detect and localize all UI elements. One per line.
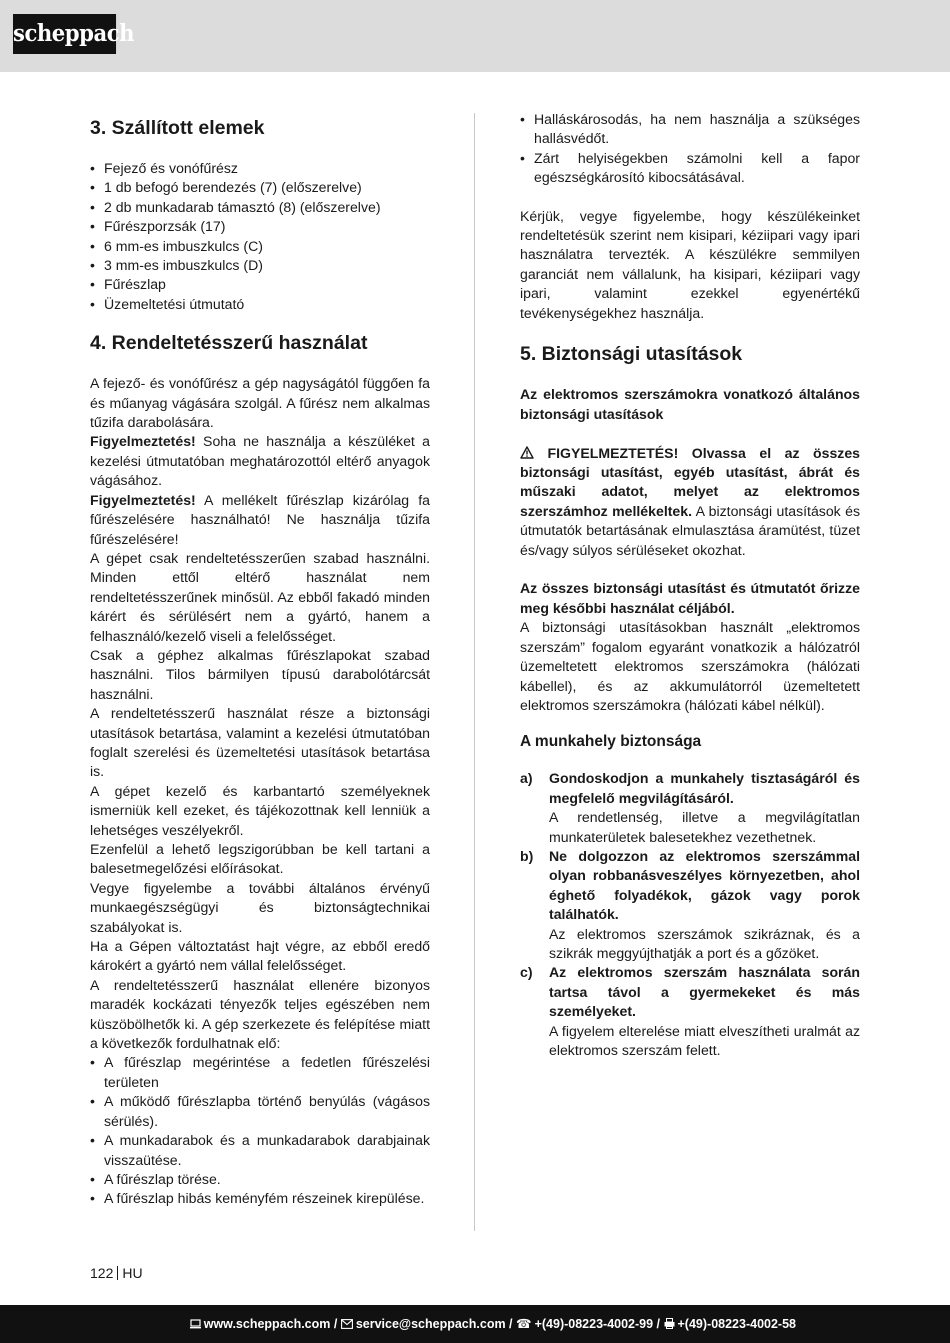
item-bold-text: Ne dolgozzon az elektromos szerszámmal olyan robbanásveszélyes környezetben, ahol éghető folyadékok, gázok vagy porok találhatók. <box>549 847 860 923</box>
footer-website[interactable]: www.scheppach.com <box>203 1317 331 1331</box>
section-4-title: 4. Rendeltetésszerű használat <box>90 332 368 355</box>
footer-separator: / <box>505 1317 516 1331</box>
list-item <box>520 963 860 1060</box>
warning-bold-text: FIGYELMEZTETÉS! Olvassa el az összes biztonsági utasítást, egyéb utasítást, ábrát és műszaki adatot, melyet az elektromos szerszámhoz mellékeltek. <box>520 444 861 519</box>
warning-label: Figyelmeztetés! <box>90 433 196 450</box>
paragraph: A fejező- és vonófűrész a gép nagyságától függően fa és műanyag vágására szolgál. A fűrész nem alkalmas tűzifa darabolására. <box>90 375 430 431</box>
list-item: • A munkadarabok és a munkadarabok darabjainak visszaütése. <box>90 1131 430 1170</box>
list-item <box>520 769 860 847</box>
paragraph: Ha a Gépen változtatást hajt végre, az ebből eredő károkért a gyártó nem vállal felelősséget. <box>90 938 430 974</box>
item-letter: a) <box>520 770 533 787</box>
warning-text: Soha ne használja a készüléket a kezelési útmutatóban meghatározottól eltérő anyagok vágásához. <box>90 433 430 489</box>
paragraph: Csak a géphez alkalmas fűrészlapokat szabad használni. Tilos bármilyen típusú darabolótárcsát használni. <box>90 646 430 702</box>
paragraph: Ezenfelül a lehető legszigorúbban be kell tartani a balesetmegelőzési előírásokat. <box>90 841 430 877</box>
list-item: • Fűrészlap <box>90 275 430 294</box>
list-item: • 6 mm-es imbuszkulcs (C) <box>90 237 430 256</box>
item-letter: c) <box>520 964 533 981</box>
warning-paragraph <box>90 432 430 490</box>
page-number <box>90 1264 143 1282</box>
paragraph: A rendeltetésszerű használat ellenére bizonyos maradék kockázati tényezők teljes egészében nem küszöbölhetők ki. A gép szerkezete és felépítése miatt a következők fordulhatnak elő: <box>90 976 430 1052</box>
page-language: HU <box>122 1265 143 1281</box>
list-item: • 1 db befogó berendezés (7) (előszerelve) <box>90 178 430 197</box>
item-text: A rendetlenség, illetve a megvilágítatlan munkaterületek balesetekhez vezethetnek. <box>549 809 860 845</box>
keep-instructions-heading: Az összes biztonsági utasítást és útmutatót őrizze meg későbbi használat céljából. <box>520 580 860 616</box>
phone-icon: ☎ <box>516 1317 532 1331</box>
paragraph: A gépet csak rendeltetésszerűen szabad használni. Minden ettől eltérő használat nem rendeltetésszerűnek minősül. Az ebből fakadó minden kárért és sérülésért nem a gyártó, hanem a felhasználó/kezelő viseli a felelősséget. <box>90 549 430 644</box>
fax-icon <box>664 1305 675 1343</box>
section-5-subtitle: Az elektromos szerszámokra vonatkozó általános biztonsági utasítások <box>520 386 860 422</box>
list-item: • Zárt helyiségekben számolni kell a fapor egészségkárosító kibocsátásával. <box>520 149 860 188</box>
general-warning <box>520 444 860 560</box>
warning-triangle-icon <box>520 444 534 463</box>
paragraph: Vegye figyelembe a további általános érvényű munkaegészségügyi és biztonságtechnikai szabályokat is. <box>90 879 430 935</box>
list-item <box>520 847 860 963</box>
envelope-icon <box>341 1305 353 1343</box>
workplace-safety-list <box>520 769 860 1060</box>
item-text: Az elektromos szerszámok szikráznak, és a szikrák meggyújthatják a port és a gőzöket. <box>549 925 860 961</box>
list-item: • A fűrészlap megérintése a fedetlen fűrészelési területen <box>90 1053 430 1092</box>
residual-risks-list-continued <box>520 110 860 188</box>
footer-email[interactable]: service@scheppach.com <box>355 1317 506 1331</box>
residual-risks-list <box>90 1053 430 1208</box>
right-column <box>520 110 860 1060</box>
warning-text: A biztonsági utasítások és útmutatók betartásának elmulasztása áramütést, tüzet és/vagy súlyos sérüléseket okozhat. <box>520 502 860 558</box>
section-5-title: 5. Biztonsági utasítások <box>520 343 743 366</box>
list-item: • A fűrészlap hibás keményfém részeinek kirepülése. <box>90 1189 430 1208</box>
footer-separator: / <box>330 1317 341 1331</box>
left-column <box>90 110 430 1209</box>
list-item: • A fűrészlap törése. <box>90 1170 430 1189</box>
list-item: • Halláskárosodás, ha nem használja a szükséges hallásvédőt. <box>520 110 860 149</box>
footer-fax: +(49)-08223-4002-58 <box>677 1317 796 1331</box>
delivery-contents-list <box>90 159 430 314</box>
header-bar <box>0 0 950 72</box>
workplace-safety-title: A munkahely biztonsága <box>520 733 702 751</box>
warning-label: Figyelmeztetés! <box>90 491 196 508</box>
footer-separator: / <box>653 1317 664 1331</box>
section-3-title: 3. Szállított elemek <box>90 117 265 139</box>
usage-note: Kérjük, vegye figyelembe, hogy készülékeinket rendeltetésük szerint nem kisipari, kéziipari vagy ipari használatra tervezték. A készülékre semmilyen garanciát nem vállalunk, ha kisipari, kéziipari vagy ipari, valamint ezekkel egyenértékű tevékenységekhez használja. <box>520 207 860 321</box>
list-item: • 3 mm-es imbuszkulcs (D) <box>90 256 430 275</box>
page-number-value: 122 <box>90 1265 114 1281</box>
monitor-icon <box>190 1305 201 1343</box>
list-item: • Üzemeltetési útmutató <box>90 295 430 314</box>
item-bold-text: Gondoskodjon a munkahely tisztaságáról és megfelelő megvilágításáról. <box>549 770 860 806</box>
item-text: A figyelem elterelése miatt elveszítheti uralmát az elektromos szerszám felett. <box>549 1022 860 1059</box>
item-bold-text: Az elektromos szerszám használata során tartsa távol a gyermekeket és más személyeket. <box>549 964 860 1020</box>
footer-phone[interactable]: +(49)-08223-4002-99 <box>534 1317 654 1331</box>
warning-text: A mellékelt fűrészlap kizárólag fa fűrészelésére használható! Ne használja tűzifa fűrészelésére! <box>90 491 430 547</box>
scheppach-logo: scheppach <box>13 14 116 54</box>
paragraph: A biztonsági utasításokban használt „elektromos szerszám” fogalom egyaránt vonatkozik a hálózatról üzemeltetett elektromos szerszámokra (hálózati kábellel), és az akkumulátorról üzemeltetett elektromos szerszámokra (hálózati kábel nélkül). <box>520 619 860 713</box>
paragraph: A gépet kezelő és karbantartó személyeknek ismerniük kell ezeket, és tájékozottnak kell lenniük a lehetséges veszélyekről. <box>90 782 430 838</box>
item-letter: b) <box>520 847 534 864</box>
list-item: • Fejező és vonófűrész <box>90 159 430 178</box>
warning-paragraph <box>90 491 430 549</box>
paragraph: A rendeltetésszerű használat része a biztonsági utasítások betartása, valamint a kezelési útmutatóban foglalt szerelési és üzemeltetési utasítások betartása is. <box>90 705 430 780</box>
column-divider <box>474 113 475 1231</box>
list-item: • A működő fűrészlapba történő benyúlás (vágásos sérülés). <box>90 1092 430 1131</box>
list-item: • Fűrészporzsák (17) <box>90 217 430 236</box>
section-4-body <box>90 374 430 1208</box>
list-item: • 2 db munkadarab támasztó (8) (előszerelve) <box>90 198 430 217</box>
footer-bar <box>0 1305 950 1343</box>
